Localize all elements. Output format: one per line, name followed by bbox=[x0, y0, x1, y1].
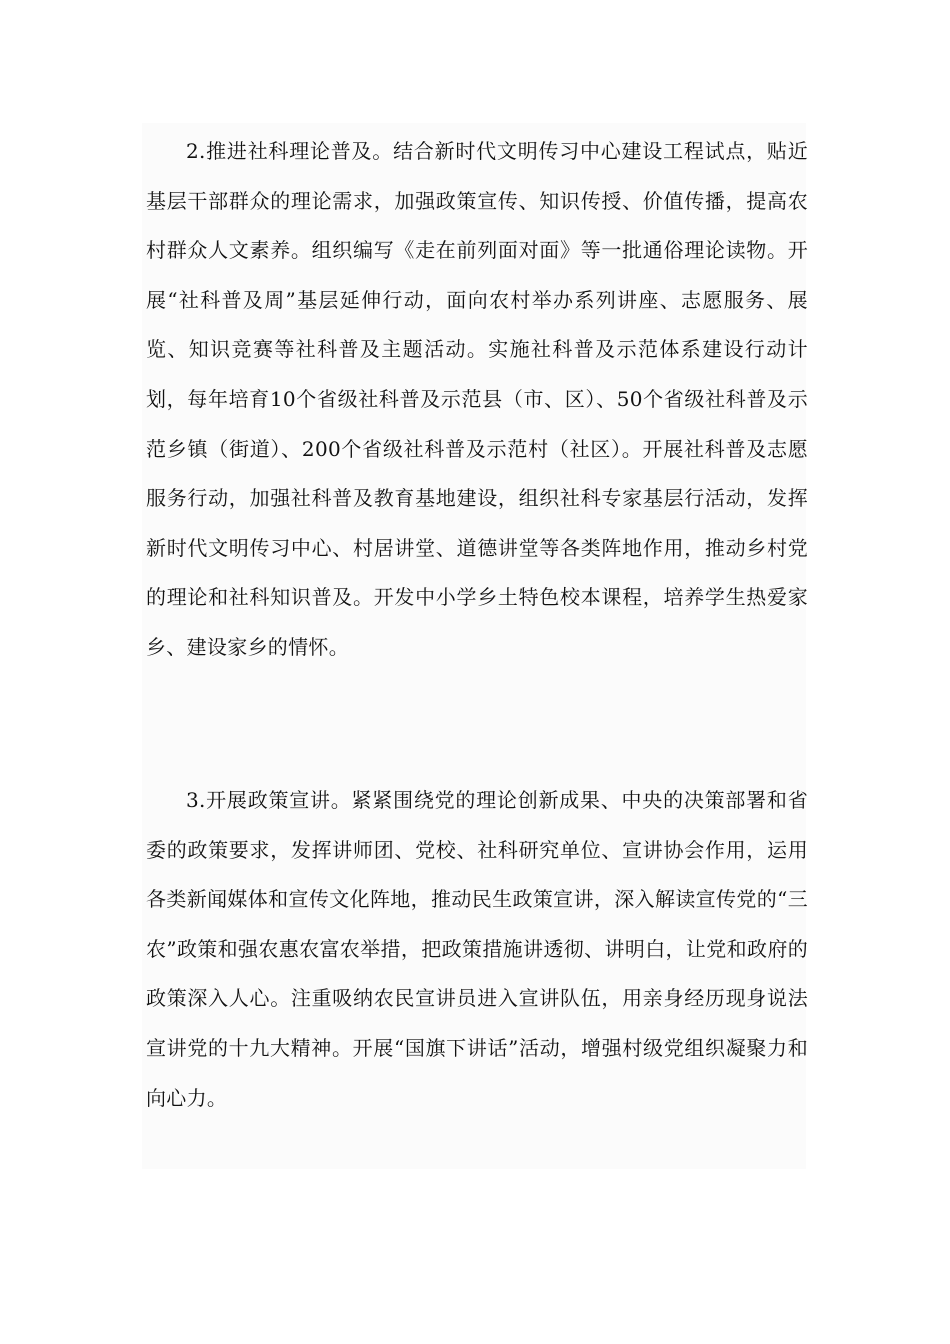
paragraph-social-science-popularization: 2.推进社科理论普及。结合新时代文明传习中心建设工程试点，贴近基层干部群众的理论需求，加强政策宣传、知识传授、价值传播，提高农村群众人文素养。组织编写《走在前列面对面》等一批通俗理论读物。开展“社科普及周”基层延伸行动，面向农村举办系列讲座、志愿服务、展览、知识竞赛等社科普及主题活动。实施社科普及示范体系建设行动计划，每年培育10个省级社科普及示范县（市、区）、50个省级社科普及示范乡镇（街道）、200个省级社科普及示范村（社区）。开展社科普及志愿服务行动，加强社科普及教育基地建设，组织社科专家基层行活动，发挥新时代文明传习中心、村居讲堂、道德讲堂等各类阵地作用，推动乡村党的理论和社科知识普及。开发中小学乡土特色校本课程，培养学生热爱家乡、建设家乡的情怀。 bbox=[146, 139, 808, 659]
paragraph-policy-lectures: 3.开展政策宣讲。紧紧围绕党的理论创新成果、中央的决策部署和省委的政策要求，发挥讲师团、党校、社科研究单位、宣讲协会作用，运用各类新闻媒体和宣传文化阵地，推动民生政策宣讲，深入解读宣传党的“三农”政策和强农惠农富农举措，把政策措施讲透彻、讲明白，让党和政府的政策深入人心。注重吸纳农民宣讲员进入宣讲队伍，用亲身经历现身说法宣讲党的十九大精神。开展“国旗下讲话”活动，增强村级党组织凝聚力和向心力。 bbox=[146, 788, 808, 1110]
